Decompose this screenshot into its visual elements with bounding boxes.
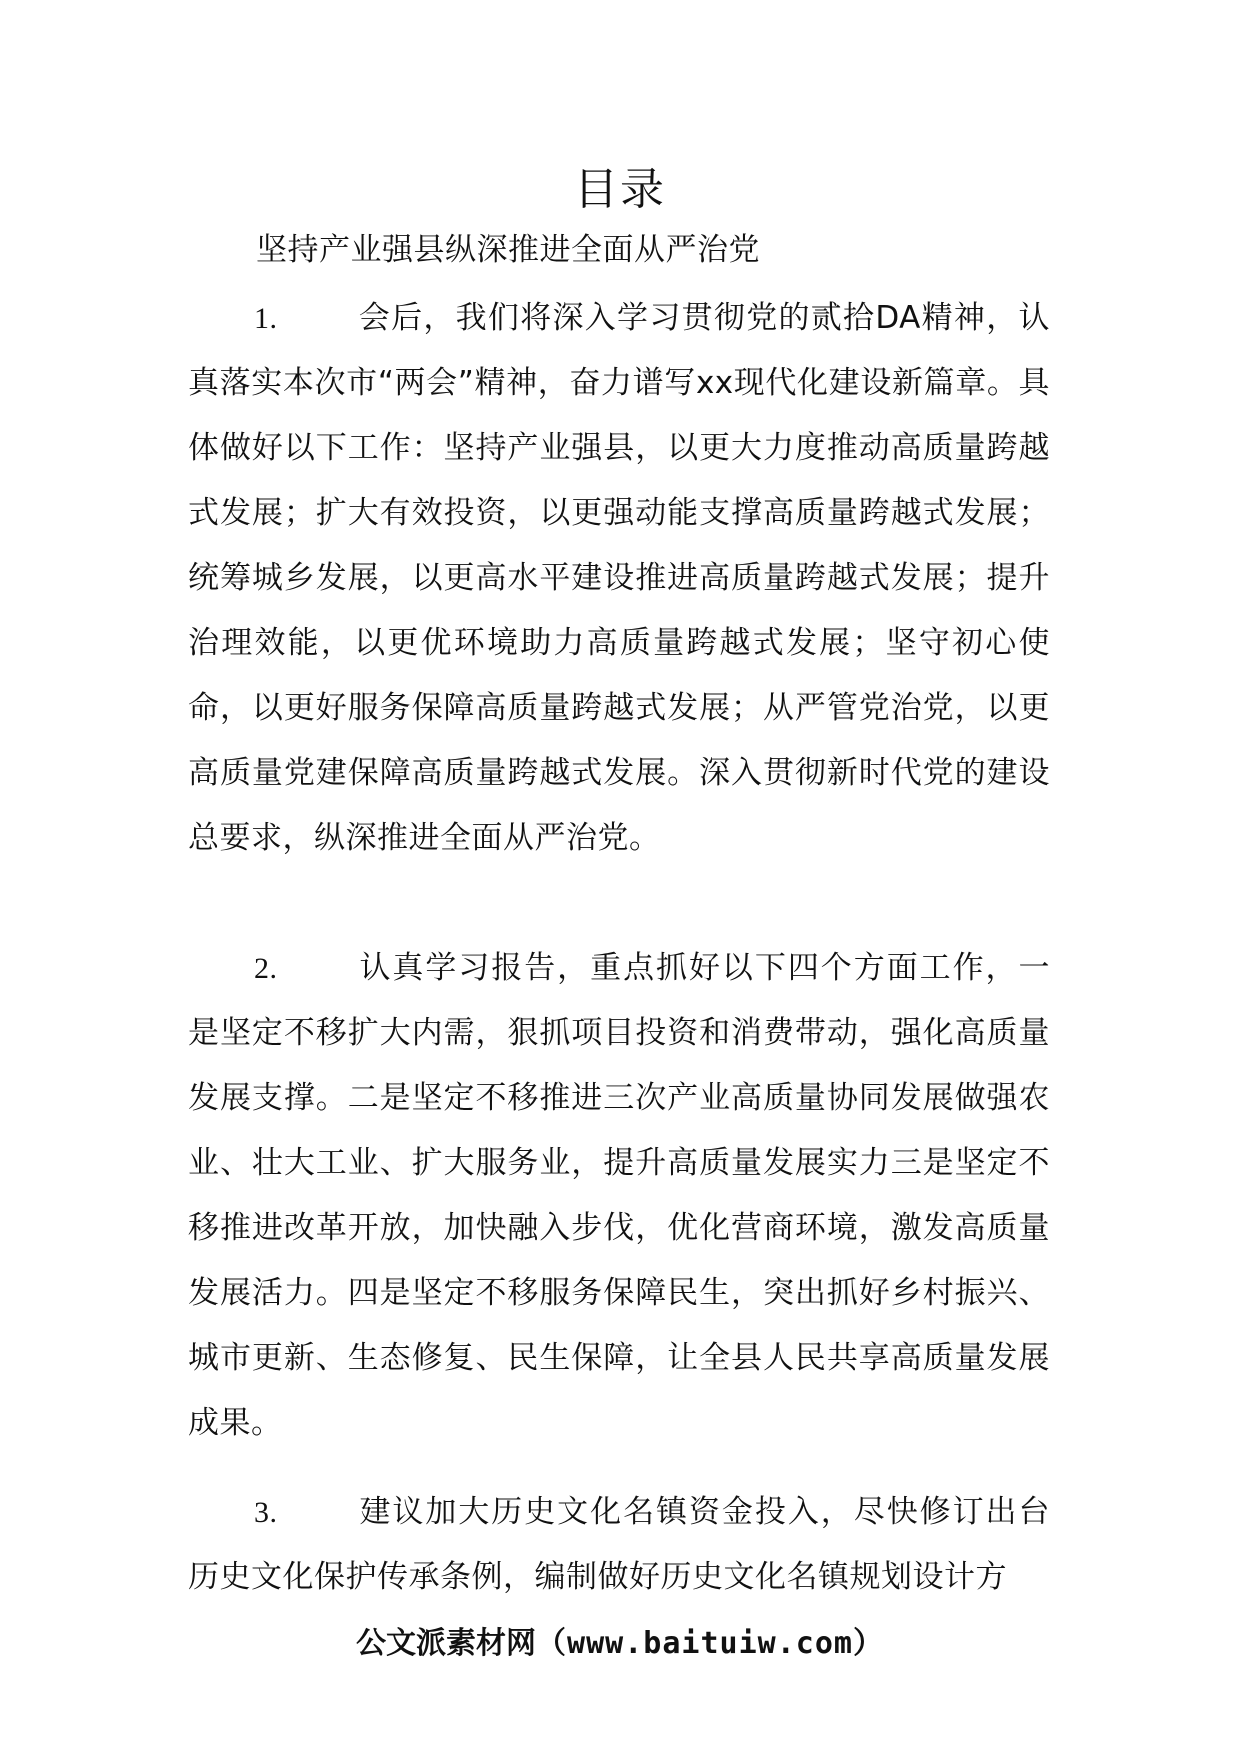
item-number: 2. [254, 952, 278, 985]
footer-site-name: 公文派素材网 [356, 1626, 537, 1661]
list-item [188, 1480, 1050, 1610]
item-text: 会后，我们将深入学习贯彻党的贰拾DA精神，认真落实本次市“两会”精神，奋力谱写xx现代化建设新篇章。具体做好以下工作：坚持产业强县，以更大力度推动高质量跨越式发展；扩大有效投资，以更强动能支撑高质量跨越式发展；统筹城乡发展，以更高水平建设推进高质量跨越式发展；提升治理效能，以更优环境助力高质量跨越式发展；坚守初心使命，以更好服务保障高质量跨越式发展；从严管党治党，以更高质量党建保障高质量跨越式发展。深入贯彻新时代党的建设总要求，纵深推进全面从严治党。 [188, 300, 1050, 856]
item-text: 认真学习报告，重点抓好以下四个方面工作，一是坚定不移扩大内需，狠抓项目投资和消费带动，强化高质量发展支撑。二是坚定不移推进三次产业高质量协同发展做强农业、壮大工业、扩大服务业，提升高质量发展实力三是坚定不移推进改革开放，加快融入步伐，优化营商环境，激发高质量发展活力。四是坚定不移服务保障民生，突出抓好乡村振兴、城市更新、生态修复、民生保障，让全县人民共享高质量发展成果。 [188, 950, 1050, 1441]
list-item [188, 286, 1050, 871]
item-text: 建议加大历史文化名镇资金投入，尽快修订出台历史文化保护传承条例，编制做好历史文化名镇规划设计方 [188, 1494, 1050, 1595]
item-number: 3. [254, 1496, 278, 1529]
page-title: 目录 [574, 164, 666, 215]
toc-entry-heading: 坚持产业强县纵深推进全面从严治党 [256, 232, 760, 268]
item-number: 1. [254, 302, 278, 335]
footer-url: （www.baituiw.com） [536, 1626, 884, 1661]
page-footer [0, 1620, 1240, 1668]
list-item [188, 936, 1050, 1456]
